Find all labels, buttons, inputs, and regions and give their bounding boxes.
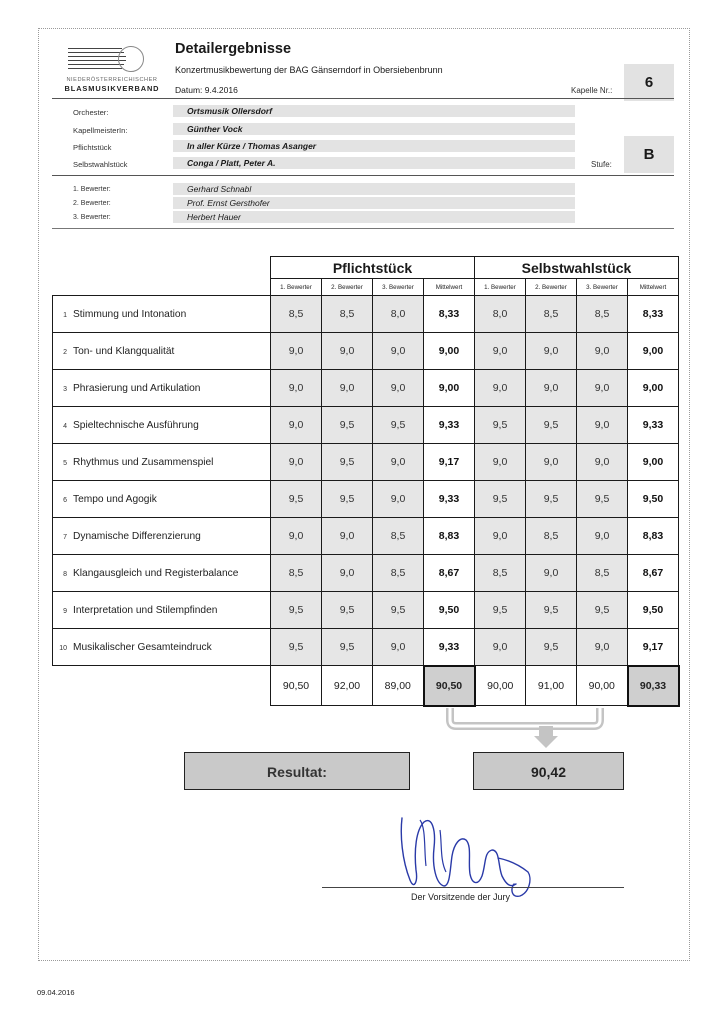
divider-middle	[52, 175, 674, 176]
pflicht-score-cell: 9,0	[271, 333, 322, 370]
table-row	[53, 407, 679, 444]
selbst-score-cell: 8,5	[526, 296, 577, 333]
criterion-cell	[53, 296, 271, 333]
selbst-score-cell: 9,5	[526, 481, 577, 518]
kapelle-label: Kapelle Nr.:	[571, 86, 613, 95]
pflicht-mean-cell: 9,17	[424, 444, 475, 481]
pflicht-mean-cell: 9,33	[424, 629, 475, 666]
selbst-score-cell: 9,0	[475, 370, 526, 407]
signature-line	[322, 887, 624, 888]
logo-circle-icon	[118, 46, 144, 72]
kapellmeister-label: KapellmeisterIn:	[73, 126, 128, 135]
criterion-label: Phrasierung und Artikulation	[73, 382, 201, 394]
table-title-row	[53, 257, 679, 279]
selbst-mean-cell: 9,33	[628, 407, 679, 444]
pflicht-score-cell: 8,5	[322, 296, 373, 333]
col-header-p-mittelwert: Mittelwert	[424, 279, 475, 296]
pflicht-score-cell: 9,5	[322, 407, 373, 444]
table-corner-blank	[53, 279, 271, 296]
pflicht-mean-cell: 8,67	[424, 555, 475, 592]
selbst-mean-cell: 9,50	[628, 592, 679, 629]
pflicht-mean-cell: 9,00	[424, 370, 475, 407]
pflicht-mean-cell: 9,50	[424, 592, 475, 629]
col-header-s-bewerter-3: 3. Bewerter	[577, 279, 628, 296]
selbstwahlstueck-label: Selbstwahlstück	[73, 160, 128, 169]
judge-2-label: 2. Bewerter:	[73, 200, 111, 207]
selbst-score-cell: 9,5	[475, 407, 526, 444]
date-field: Datum: 9.4.2016	[175, 85, 238, 95]
selbst-score-cell: 9,5	[526, 407, 577, 444]
criterion-label: Dynamische Differenzierung	[73, 530, 201, 542]
selbst-score-cell: 9,0	[526, 333, 577, 370]
score-table	[52, 256, 680, 707]
selbst-score-cell: 9,0	[577, 444, 628, 481]
pflicht-score-cell: 9,0	[322, 333, 373, 370]
selbst-score-cell: 9,5	[475, 481, 526, 518]
selbst-score-cell: 9,5	[526, 629, 577, 666]
pflicht-score-cell: 9,0	[322, 518, 373, 555]
selbst-mean-cell: 8,33	[628, 296, 679, 333]
footer-date: 09.04.2016	[37, 988, 75, 997]
pflicht-score-cell: 9,5	[271, 481, 322, 518]
criterion-label: Musikalischer Gesamteindruck	[73, 641, 212, 653]
selbst-mean-cell: 9,17	[628, 629, 679, 666]
table-corner-blank	[53, 257, 271, 279]
pflicht-score-cell: 8,5	[271, 555, 322, 592]
selbst-mean-cell: 9,00	[628, 444, 679, 481]
pflicht-score-cell: 9,0	[373, 481, 424, 518]
criterion-number: 3	[63, 385, 67, 393]
criterion-number: 5	[63, 459, 67, 467]
criterion-number: 8	[63, 570, 67, 578]
pflicht-mean-cell: 9,00	[424, 333, 475, 370]
pflicht-score-cell: 9,5	[322, 481, 373, 518]
pflicht-mean-cell: 9,33	[424, 407, 475, 444]
selbst-score-cell: 8,5	[577, 296, 628, 333]
criterion-number: 6	[63, 496, 67, 504]
kapellmeister-value: Günther Vock	[187, 124, 243, 134]
selbst-score-cell: 9,0	[526, 370, 577, 407]
pflicht-score-cell: 9,0	[271, 518, 322, 555]
selbstwahlstueck-header: Selbstwahlstück	[475, 257, 679, 279]
col-header-p-bewerter-2: 2. Bewerter	[322, 279, 373, 296]
col-header-s-bewerter-2: 2. Bewerter	[526, 279, 577, 296]
selbst-score-cell: 9,0	[577, 629, 628, 666]
pflicht-score-cell: 9,0	[373, 444, 424, 481]
pflicht-score-cell: 9,0	[373, 333, 424, 370]
page-title: Detailergebnisse	[175, 41, 292, 57]
selbst-total-mean-cell: 90,33	[628, 666, 679, 706]
table-row	[53, 296, 679, 333]
col-header-p-bewerter-1: 1. Bewerter	[271, 279, 322, 296]
pflicht-score-cell: 9,5	[373, 592, 424, 629]
pflicht-score-cell: 9,5	[271, 592, 322, 629]
pflicht-total-cell: 89,00	[373, 666, 424, 706]
criterion-cell	[53, 370, 271, 407]
pflicht-score-cell: 9,0	[271, 370, 322, 407]
orchester-value: Ortsmusik Ollersdorf	[187, 106, 273, 116]
selbst-score-cell: 9,5	[577, 481, 628, 518]
criterion-label: Ton- und Klangqualität	[73, 345, 175, 357]
criterion-number: 10	[59, 644, 67, 652]
criterion-cell	[53, 407, 271, 444]
arrows-to-result-icon	[420, 708, 630, 750]
pflichtstueck-value: In aller Kürze / Thomas Asanger	[187, 141, 317, 151]
kapelle-number-badge: 6	[624, 64, 674, 101]
selbst-total-cell: 90,00	[577, 666, 628, 706]
judge-3-label: 3. Bewerter:	[73, 214, 111, 221]
selbst-score-cell: 9,0	[577, 370, 628, 407]
stufe-label: Stufe:	[591, 160, 612, 169]
result-value-box: 90,42	[473, 752, 624, 790]
selbst-score-cell: 9,0	[526, 555, 577, 592]
orchester-label: Orchester:	[73, 108, 109, 117]
signature-caption: Der Vorsitzende der Jury	[411, 892, 511, 902]
selbst-score-cell: 8,0	[475, 296, 526, 333]
pflicht-score-cell: 9,5	[271, 629, 322, 666]
selbst-mean-cell: 8,83	[628, 518, 679, 555]
selbst-mean-cell: 9,00	[628, 370, 679, 407]
selbst-score-cell: 9,0	[526, 444, 577, 481]
logo-text-main: BLASMUSIKVERBAND	[64, 84, 160, 93]
totals-row	[53, 666, 679, 706]
table-row	[53, 333, 679, 370]
pflicht-score-cell: 9,5	[322, 592, 373, 629]
table-row	[53, 555, 679, 592]
criterion-cell	[53, 629, 271, 666]
pflichtstueck-label: Pflichtstück	[73, 143, 112, 152]
selbst-score-cell: 9,0	[475, 629, 526, 666]
pflicht-score-cell: 9,0	[271, 407, 322, 444]
selbst-score-cell: 9,5	[475, 592, 526, 629]
pflicht-score-cell: 8,5	[373, 555, 424, 592]
selbst-score-cell: 9,0	[577, 333, 628, 370]
criterion-cell	[53, 333, 271, 370]
criterion-cell	[53, 592, 271, 629]
selbst-score-cell: 9,0	[577, 407, 628, 444]
col-header-s-mittelwert: Mittelwert	[628, 279, 679, 296]
table-row	[53, 370, 679, 407]
pflicht-score-cell: 9,0	[322, 370, 373, 407]
pflicht-score-cell: 9,0	[373, 629, 424, 666]
criterion-label: Rhythmus und Zusammenspiel	[73, 456, 214, 468]
col-header-p-bewerter-3: 3. Bewerter	[373, 279, 424, 296]
table-row	[53, 444, 679, 481]
result-label-box: Resultat:	[184, 752, 410, 790]
criterion-cell	[53, 481, 271, 518]
pflicht-score-cell: 9,5	[322, 444, 373, 481]
selbst-score-cell: 8,5	[475, 555, 526, 592]
pflicht-score-cell: 9,0	[373, 370, 424, 407]
criterion-label: Klangausgleich und Registerbalance	[73, 567, 239, 579]
logo-text-top: NIEDERÖSTERREICHISCHER	[66, 77, 158, 83]
selbst-score-cell: 9,0	[475, 518, 526, 555]
selbst-mean-cell: 9,50	[628, 481, 679, 518]
criterion-label: Tempo und Agogik	[73, 493, 157, 505]
pflicht-total-mean-cell: 90,50	[424, 666, 475, 706]
pflicht-total-cell: 92,00	[322, 666, 373, 706]
criterion-label: Spieltechnische Ausführung	[73, 419, 199, 431]
criterion-number: 4	[63, 422, 67, 430]
page-subtitle: Konzertmusikbewertung der BAG Gänserndorf in Obersiebenbrunn	[175, 65, 443, 75]
pflichtstueck-header: Pflichtstück	[271, 257, 475, 279]
table-row	[53, 629, 679, 666]
pflicht-score-cell: 8,5	[271, 296, 322, 333]
selbst-score-cell: 9,0	[577, 518, 628, 555]
logo	[60, 45, 164, 97]
divider-top	[52, 98, 674, 99]
selbst-score-cell: 9,5	[526, 592, 577, 629]
judge-1-label: 1. Bewerter:	[73, 186, 111, 193]
table-row	[53, 592, 679, 629]
selbst-score-cell: 9,5	[577, 592, 628, 629]
selbst-total-cell: 91,00	[526, 666, 577, 706]
pflicht-score-cell: 9,5	[373, 407, 424, 444]
judge-1-value: Gerhard Schnabl	[187, 184, 252, 194]
criterion-number: 2	[63, 348, 67, 356]
signature	[380, 800, 550, 900]
table-row	[53, 481, 679, 518]
criterion-label: Stimmung und Intonation	[73, 308, 187, 320]
selbstwahlstueck-value: Conga / Platt, Peter A.	[187, 158, 276, 168]
totals-corner-blank	[53, 666, 271, 706]
pflicht-score-cell: 9,0	[322, 555, 373, 592]
criterion-number: 9	[63, 607, 67, 615]
criterion-number: 1	[63, 311, 67, 319]
pflicht-score-cell: 8,5	[373, 518, 424, 555]
selbst-total-cell: 90,00	[475, 666, 526, 706]
criterion-cell	[53, 518, 271, 555]
pflicht-mean-cell: 8,83	[424, 518, 475, 555]
selbst-mean-cell: 9,00	[628, 333, 679, 370]
table-row	[53, 518, 679, 555]
selbst-mean-cell: 8,67	[628, 555, 679, 592]
stufe-badge: B	[624, 136, 674, 173]
criterion-cell	[53, 444, 271, 481]
selbst-score-cell: 9,0	[475, 333, 526, 370]
pflicht-total-cell: 90,50	[271, 666, 322, 706]
criterion-number: 7	[63, 533, 67, 541]
pflicht-score-cell: 8,0	[373, 296, 424, 333]
judge-3-value: Herbert Hauer	[187, 212, 241, 222]
divider-bottom	[52, 228, 674, 229]
pflicht-score-cell: 9,5	[322, 629, 373, 666]
pflicht-mean-cell: 8,33	[424, 296, 475, 333]
col-header-s-bewerter-1: 1. Bewerter	[475, 279, 526, 296]
judge-2-value: Prof. Ernst Gersthofer	[187, 198, 270, 208]
selbst-score-cell: 8,5	[577, 555, 628, 592]
selbst-score-cell: 8,5	[526, 518, 577, 555]
pflicht-mean-cell: 9,33	[424, 481, 475, 518]
pflicht-score-cell: 9,0	[271, 444, 322, 481]
table-subheader-row	[53, 279, 679, 296]
criterion-label: Interpretation und Stilempfinden	[73, 604, 218, 616]
selbst-score-cell: 9,0	[475, 444, 526, 481]
criterion-cell	[53, 555, 271, 592]
